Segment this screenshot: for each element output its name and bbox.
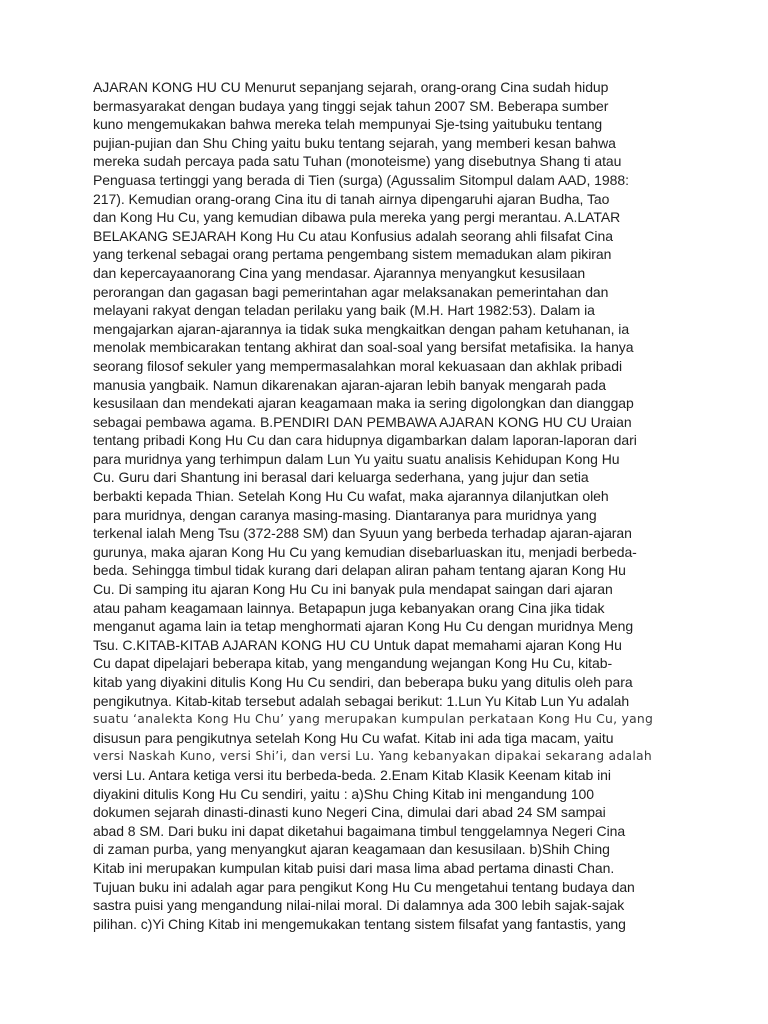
body-text-line: beda. Sehingga timbul tidak kurang dari delapan aliran paham tentang ajaran Kong Hu	[93, 562, 626, 579]
body-text-line: pengikutnya. Kitab-kitab tersebut adalah sebagai berikut: 1.Lun Yu Kitab Lun Yu adalah	[93, 692, 630, 709]
body-text-line: AJARAN KONG HU CU Menurut sepanjang sejarah, orang-orang Cina sudah hidup	[93, 79, 609, 95]
body-text-line: melayani rakyat dengan teladan perilaku yang baik (M.H. Hart 1982:53). Dalam ia	[93, 302, 595, 319]
body-text-line: Cu dapat dipelajari beberapa kitab, yang mengandung wejangan Kong Hu Cu, kitab-	[93, 655, 613, 672]
body-text-line: disusun para pengikutnya setelah Kong Hu Cu wafat. Kitab ini ada tiga macam, yaitu	[93, 729, 614, 746]
body-text-line: suatu ‘analekta Kong Hu Chu’ yang merupakan kumpulan perkataan Kong Hu Cu, yang	[93, 711, 654, 727]
body-text-line: Penguasa tertinggi yang berada di Tien (surga) (Agussalim Sitompul dalam AAD, 1988:	[93, 171, 629, 188]
body-text-line: abad 8 SM. Dari buku ini dapat diketahui bagaimana timbul tenggelamnya Negeri Cina	[93, 822, 626, 839]
body-text-line: mengajarkan ajaran-ajarannya ia tidak suka mengkaitkan dengan paham ketuhanan, ia	[93, 320, 630, 337]
document-body-text	[93, 78, 683, 933]
body-text-line: kitab yang diyakini ditulis Kong Hu Cu sendiri, dan beberapa buku yang ditulis oleh para	[93, 674, 633, 690]
body-text-line: berbakti kepada Thian. Setelah Kong Hu Cu wafat, maka ajarannya dilanjutkan oleh	[93, 488, 609, 505]
body-text-line: pilihan. c)Yi Ching Kitab ini mengemukakan tentang sistem filsafat yang fantastis, yang	[93, 915, 626, 932]
body-text-line: atau paham keagamaan lainnya. Betapapun juga kebanyakan orang Cina jika tidak	[93, 599, 605, 616]
body-text-line: BELAKANG SEJARAH Kong Hu Cu atau Konfusius adalah seorang ahli filsafat Cina	[93, 227, 613, 244]
body-text-line: pujian-pujian dan Shu Ching yaitu buku tentang sejarah, yang memberi kesan bahwa	[93, 134, 616, 151]
body-text-line: sebagai pembawa agama. B.PENDIRI DAN PEMBAWA AJARAN KONG HU CU Uraian	[93, 413, 632, 430]
body-text-line: versi Lu. Antara ketiga versi itu berbeda-beda. 2.Enam Kitab Klasik Keenam kitab ini	[93, 766, 611, 783]
body-text-line: para muridnya yang terhimpun dalam Lun Yu yaitu suatu analisis Kehidupan Kong Hu	[93, 450, 620, 467]
body-text-line: kuno mengemukakan bahwa mereka telah mempunyai Sje-tsing yaitubuku tentang	[93, 116, 603, 133]
body-text-line: para muridnya, dengan caranya masing-masing. Diantaranya para muridnya yang	[93, 506, 597, 523]
body-text-line: Cu. Guru dari Shantung ini berasal dari keluarga sederhana, yang jujur dan setia	[93, 469, 589, 486]
body-text-line: bermasyarakat dengan budaya yang tinggi sejak tahun 2007 SM. Beberapa sumber	[93, 97, 609, 114]
body-text-line: manusia yangbaik. Namun dikarenakan ajaran-ajaran lebih banyak mengarah pada	[93, 376, 606, 393]
body-text-line: Tsu. C.KITAB-KITAB AJARAN KONG HU CU Untuk dapat memahami ajaran Kong Hu	[93, 636, 622, 653]
body-text-line: perorangan dan gagasan bagi pemerintahan agar melaksanakan pemerintahan dan	[93, 283, 609, 300]
body-text-line: yang terkenal sebagai orang pertama pengembang sistem memadukan alam pikiran	[93, 246, 612, 263]
body-text-line: sastra puisi yang mengandung nilai-nilai moral. Di dalamnya ada 300 lebih sajak-sajak	[93, 897, 625, 914]
body-text-line: diyakini ditulis Kong Hu Cu sendiri, yaitu : a)Shu Ching Kitab ini mengandung 100	[93, 785, 595, 802]
body-text-line: tentang pribadi Kong Hu Cu dan cara hidupnya digambarkan dalam laporan-laporan dari	[93, 432, 637, 449]
body-text-line: Tujuan buku ini adalah agar para pengikut Kong Hu Cu mengetahui tentang budaya dan	[93, 878, 635, 895]
body-text-line: terkenal ialah Meng Tsu (372-288 SM) dan Syuun yang berbeda terhadap ajaran-ajaran	[93, 525, 632, 542]
body-text-line: mereka sudah percaya pada satu Tuhan (monoteisme) yang disebutnya Shang ti atau	[93, 153, 622, 170]
body-text-line: dokumen sejarah dinasti-dinasti kuno Negeri Cina, dimulai dari abad 24 SM sampai	[93, 804, 606, 821]
body-text-line: Kitab ini merupakan kumpulan kitab puisi dari masa lima abad pertama dinasti Chan.	[93, 859, 615, 876]
body-text-line: 217). Kemudian orang-orang Cina itu di tanah airnya dipengaruhi ajaran Budha, Tao	[93, 190, 610, 207]
body-text-line: kesusilaan dan mendekati ajaran keagamaan maka ia sering digolongkan dan dianggap	[93, 395, 634, 412]
body-text-line: menganut agama lain ia tetap menghormati ajaran Kong Hu Cu dengan muridnya Meng	[93, 618, 634, 635]
body-text-line: Cu. Di samping itu ajaran Kong Hu Cu ini banyak pula mendapat saingan dari ajaran	[93, 581, 613, 598]
body-text-line: di zaman purba, yang menyangkut ajaran keagamaan dan kesusilaan. b)Shih Ching	[93, 841, 610, 858]
body-text-line: seorang filosof sekuler yang mempermasalahkan moral kekuasaan dan akhlak pribadi	[93, 357, 623, 374]
body-text-line: dan kepercayaanorang Cina yang mendasar. Ajarannya menyangkut kesusilaan	[93, 264, 586, 281]
body-text-line: dan Kong Hu Cu, yang kemudian dibawa pula mereka yang pergi merantau. A.LATAR	[93, 209, 621, 226]
body-text-line: gurunya, maka ajaran Kong Hu Cu yang kemudian disebarluaskan itu, menjadi berbeda-	[93, 543, 637, 560]
body-text-line: versi Naskah Kuno, versi Shi’i, dan versi Lu. Yang kebanyakan dipakai sekarang adalah	[93, 748, 652, 764]
body-text-line: menolak membicarakan tentang akhirat dan soal-soal yang bersifat metafisika. Ia hanya	[93, 339, 634, 356]
